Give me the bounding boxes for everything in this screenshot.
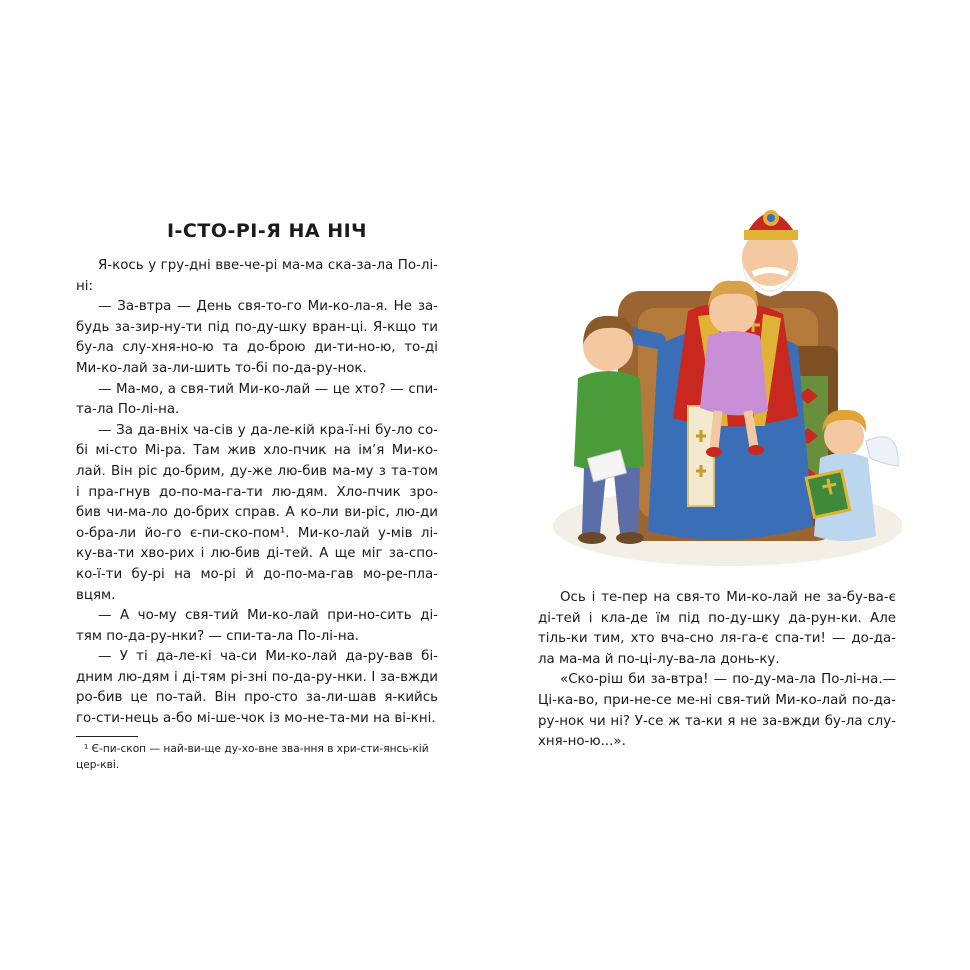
illustration xyxy=(548,196,902,570)
paragraph: Я-кось у гру-дні вве-че-рі ма-ма ска-за-ла По-лі-ні: xyxy=(76,258,438,294)
paragraph: — У ті да-ле-кі ча-си Ми-ко-лай да-ру-вав бі-дним лю-дям і ді-тям рі-зні по-да-ру-нки. І за-вжди ро-бив це по-тай. Він про-сто за-ли-шав я-кийсь го-сти-нець а-бо мі-ше-чок із мо-не-та-ми на ві-кні. xyxy=(76,649,438,727)
illustration-svg xyxy=(548,196,902,570)
paragraph: «Ско-ріш би за-втра! — по-ду-ма-ла По-лі-на.— Ці-ка-во, при-не-се ме-ні свя-тий Ми-ко-лай по-да-ру-нок чи ні? У-се ж та-ки я не за-вжди бу-ла слу-хня-но-ю...». xyxy=(538,672,896,750)
footnote: ¹ Є-пи-скоп — най-ви-ще ду-хо-вне зва-ння в хри-сти-янсь-кій цер-кві. xyxy=(76,742,429,771)
left-page xyxy=(76,220,438,773)
footnote-divider xyxy=(76,736,138,737)
paragraph: — За да-вніх ча-сів у да-ле-кій кра-ї-ні бу-ло со-бі мі-сто Мі-ра. Там жив хло-пчик на ім’я Ми-ко-лай. Він ріс до-брим, ду-же лю-бив ма-му з та-том і пра-гнув до-по-ма-га-ти лю-дям. Хло-пчик зро-бив чи-ма-ло до-брих справ. А ко-ли ви-ріс, лю-ди о-бра-ли йо-го є-пи-ско-пом¹. Ми-ко-лай у-мів лі-ку-ва-ти хво-рих і лю-бив ді-тей. А ще міг за-спо-ко-ї-ти бу-рі на мо-рі й до-по-ма-гав мо-ре-пла-вцям. xyxy=(76,422,438,603)
right-page xyxy=(538,588,896,753)
paragraph: — Ма-мо, а свя-тий Ми-ко-лай — це хто? — спи-та-ла По-лі-на. xyxy=(76,381,438,418)
paragraph: — За-втра — День свя-то-го Ми-ко-ла-я. Не за-будь за-зир-ну-ти під по-ду-шку вран-ці. Я-кщо ти бу-ла слу-хня-но-ю та до-брою ди-ти-но-ю, то-ді Ми-ко-лай за-ли-шить то-бі по-да-ру-нок. xyxy=(76,299,438,376)
paragraph: Ось і те-пер на свя-то Ми-ко-лай не за-бу-ва-є ді-тей і кла-де їм під по-ду-шку да-рун-ки. Але тіль-ки тим, хто вча-сно ля-га-є спа-ти! — до-да-ла ма-ма й по-ці-лу-ва-ла донь-ку. xyxy=(538,590,896,667)
paragraph: — А чо-му свя-тий Ми-ко-лай при-но-сить ді-тям по-да-ру-нки? — спи-та-ла По-лі-на. xyxy=(76,608,438,644)
page-title: І-СТО-РІ-Я НА НІЧ xyxy=(166,220,368,242)
